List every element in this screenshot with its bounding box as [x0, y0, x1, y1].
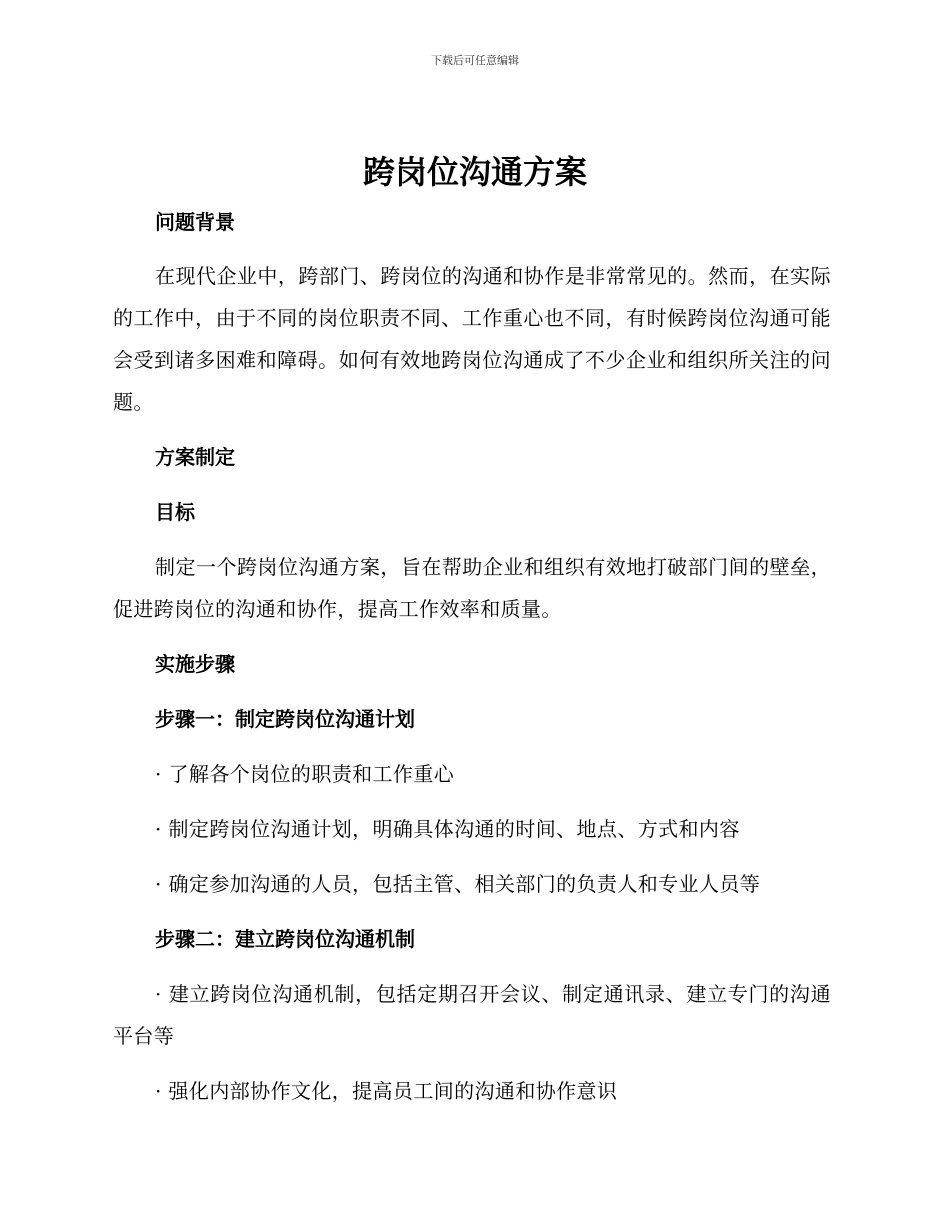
step1-item-3: · 确定参加沟通的人员，包括主管、相关部门的负责人和专业人员等	[155, 872, 761, 896]
section-heading-goal: 目标	[155, 500, 195, 524]
background-paragraph: 在现代企业中，跨部门、跨岗位的沟通和协作是非常常见的。然而，在实际的工作中，由于不同的岗位职责不同、工作重心也不同，有时候跨岗位沟通可能会受到诸多困难和障碍。如何有效地跨岗位沟通成了不少企业和组织所关注的问题。	[113, 264, 831, 414]
section-heading-plan: 方案制定	[155, 445, 235, 469]
goal-paragraph: 制定一个跨岗位沟通方案，旨在帮助企业和组织有效地打破部门间的壁垒，促进跨岗位的沟通和协作，提高工作效率和质量。	[113, 555, 831, 621]
step2-item-1: · 建立跨岗位沟通机制，包括定期召开会议、制定通讯录、建立专门的沟通平台等	[113, 982, 831, 1048]
page-header-note: 下载后可任意编辑	[431, 54, 519, 67]
document-body	[113, 201, 831, 1112]
document-title: 跨岗位沟通方案	[362, 153, 587, 191]
step1-item-1: · 了解各个岗位的职责和工作重心	[155, 762, 455, 786]
step2-item-2: · 强化内部协作文化，提高员工间的沟通和协作意识	[155, 1079, 618, 1103]
step1-item-2: · 制定跨岗位沟通计划，明确具体沟通的时间、地点、方式和内容	[155, 817, 740, 841]
step2-heading: 步骤二：建立跨岗位沟通机制	[155, 927, 415, 951]
step1-heading: 步骤一：制定跨岗位沟通计划	[155, 707, 415, 731]
section-heading-background: 问题背景	[155, 210, 235, 234]
section-heading-steps: 实施步骤	[155, 652, 235, 676]
